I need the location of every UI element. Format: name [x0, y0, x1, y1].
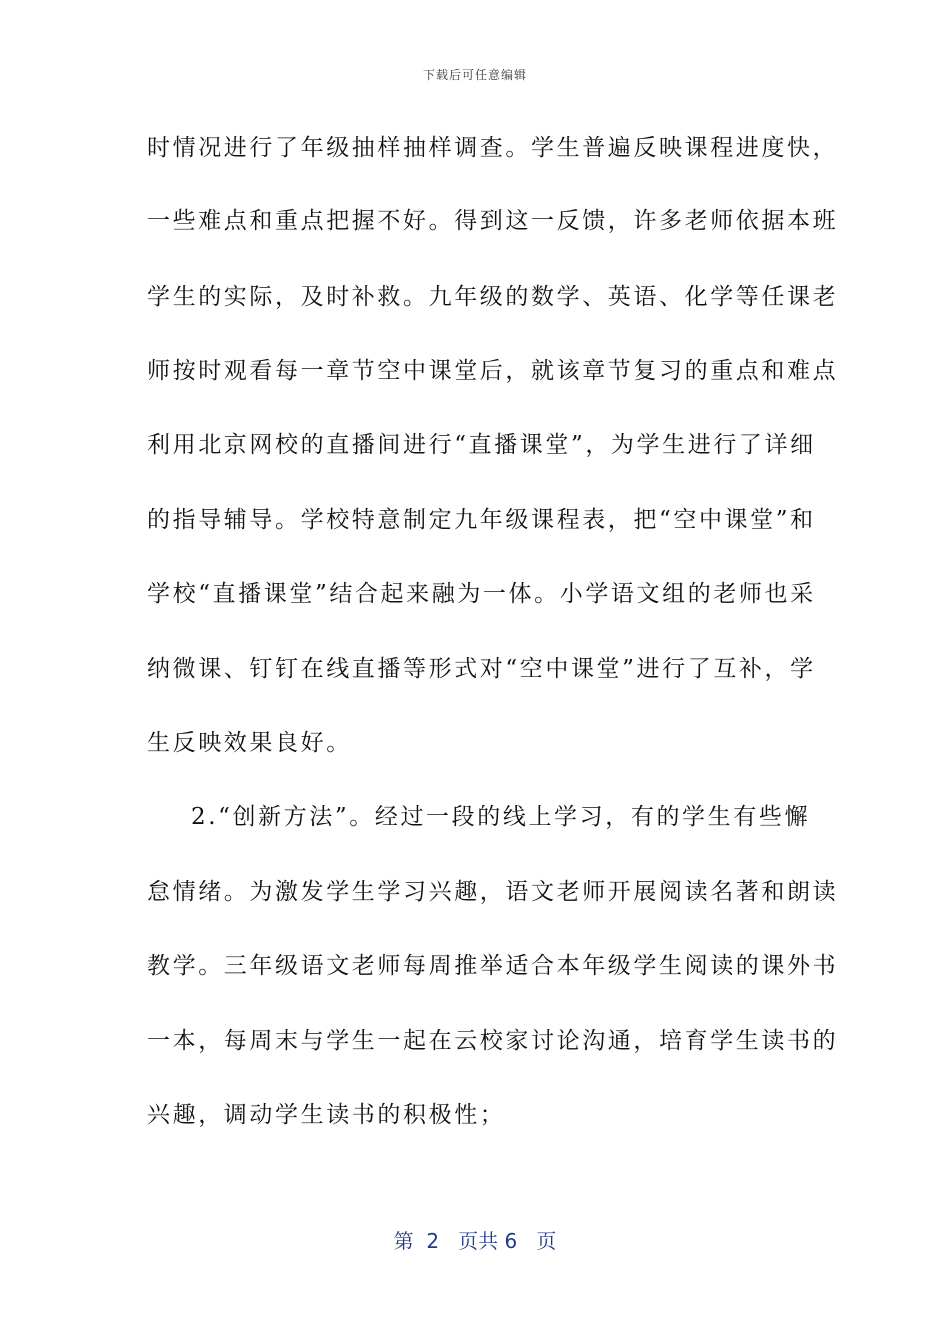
body-line-9: 生反映效果良好。: [147, 730, 352, 756]
body-line-2: 一些难点和重点把握不好。得到这一反馈，许多老师依据本班: [147, 208, 839, 234]
body-line-1: 时情况进行了年级抽样抽样调查。学生普遍反映课程进度快，: [147, 135, 839, 161]
body-line-12: 教学。三年级语文老师每周推举适合本年级学生阅读的课外书: [147, 953, 839, 979]
body-line-10: 2.“创新方法”。经过一段的线上学习，有的学生有些懈: [191, 804, 811, 830]
body-line-5: 利用北京网校的直播间进行“直播课堂”，为学生进行了详细: [147, 432, 816, 458]
body-line-6: 的指导辅导。学校特意制定九年级课程表，把“空中课堂”和: [147, 507, 816, 533]
body-line-14: 兴趣，调动学生读书的积极性；: [147, 1102, 506, 1128]
body-line-7: 学校“直播课堂”结合起来融为一体。小学语文组的老师也采: [147, 581, 816, 607]
body-line-8: 纳微课、钉钉在线直播等形式对“空中课堂”进行了互补，学: [147, 656, 816, 682]
body-line-11: 怠情绪。为激发学生学习兴趣，语文老师开展阅读名著和朗读: [147, 879, 839, 905]
page-footer: 第 2 页共 6 页: [393, 1229, 557, 1253]
body-line-13: 一本，每周末与学生一起在云校家讨论沟通，培育学生读书的: [147, 1028, 839, 1054]
header-note: 下载后可任意编辑: [422, 68, 527, 82]
body-line-3: 学生的实际，及时补救。九年级的数学、英语、化学等任课老: [147, 284, 839, 310]
body-line-4: 师按时观看每一章节空中课堂后，就该章节复习的重点和难点: [147, 358, 839, 384]
